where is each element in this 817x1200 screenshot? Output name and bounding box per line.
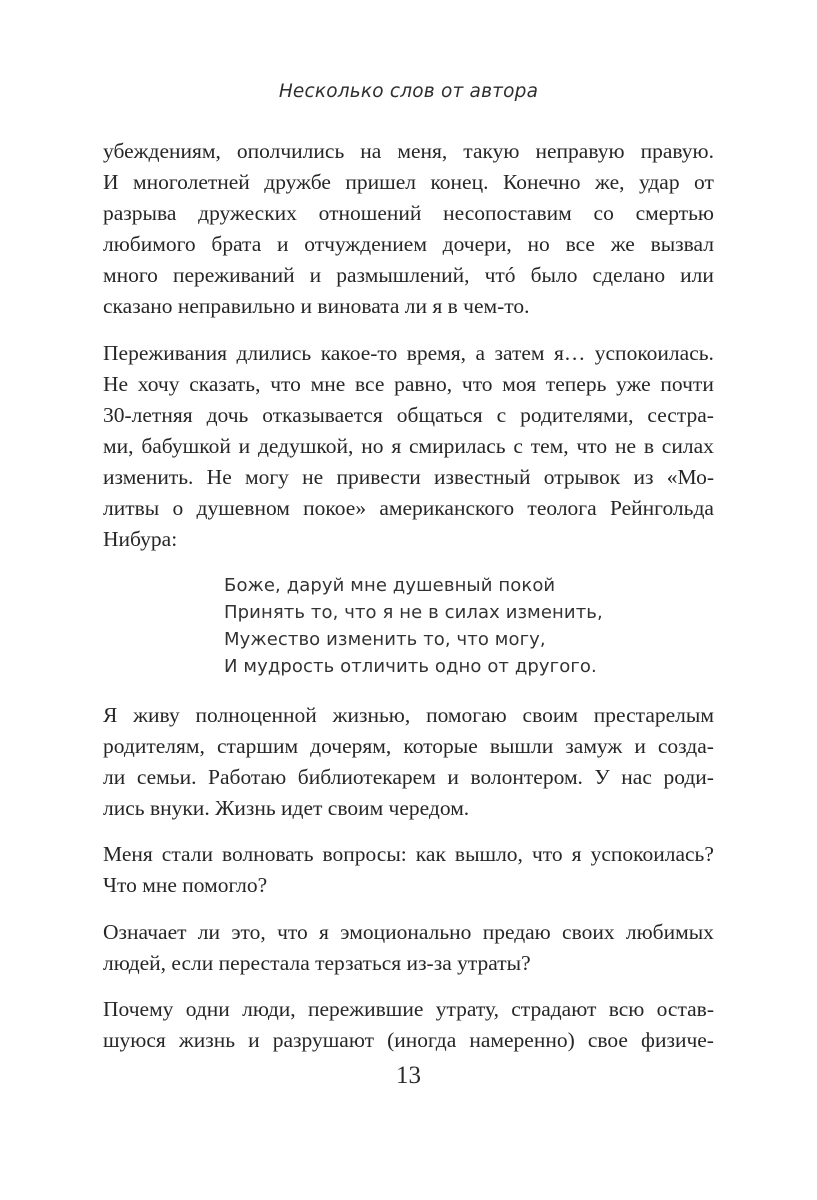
paragraph-grief-subsided	[103, 338, 714, 555]
quote-line: Мужество изменить то, что могу,	[224, 628, 546, 650]
text-line: Что мне помогло?	[103, 873, 268, 897]
running-head: Несколько слов от автора	[278, 81, 539, 102]
text-line: шуюся жизнь и разрушают (иногда намеренно) свое физиче-	[103, 1028, 714, 1052]
text-line: ми, бабушкой и дедушкой, но я смирилась с тем, что не в силах	[103, 433, 714, 458]
paragraph-why-some-people	[103, 994, 714, 1056]
quote-line: И мудрость отличить одно от другого.	[224, 655, 597, 677]
serenity-prayer-quote	[103, 572, 714, 680]
text-line: И многолетней дружбе пришел конец. Конечно же, удар от	[103, 170, 714, 194]
paragraph-continued-convictions	[103, 136, 714, 322]
text-line: изменить. Не могу не привести известный отрывок из «Мо-	[103, 464, 714, 489]
text-line: литвы о душевном покое» американского теолога Рейнгольда	[103, 495, 714, 520]
text-line: ли семьи. Работаю библиотекарем и волонтером. У нас роди-	[103, 764, 714, 789]
quote-line: Боже, даруй мне душевный покой	[224, 574, 556, 596]
text-line: Переживания длились какое-то время, а затем я… успокоилась.	[103, 340, 714, 365]
paragraph-emotional-betrayal	[103, 917, 714, 979]
text-line: 30-летняя дочь отказывается общаться с родителями, сестра-	[103, 402, 714, 427]
text-line: Нибура:	[103, 526, 178, 551]
text-line: Не хочу сказать, что мне все равно, что моя теперь уже почти	[103, 371, 714, 396]
paragraph-full-life	[103, 700, 714, 824]
paragraph-questions-arose	[103, 839, 714, 901]
text-line: родителям, старшим дочерям, которые вышли замуж и созда-	[103, 733, 714, 758]
text-line: лись внуки. Жизнь идет своим чередом.	[103, 795, 470, 820]
page-number: 13	[396, 1062, 421, 1089]
text-line: разрыва дружеских отношений несопоставим со смертью	[103, 201, 714, 225]
text-line: людей, если перестала терзаться из-за утраты?	[103, 950, 531, 975]
text-line: Я живу полноценной жизнью, помогаю своим престарелым	[103, 702, 714, 727]
text-column	[103, 136, 714, 1072]
quote-line: Принять то, что я не в силах изменить,	[224, 601, 603, 623]
text-line: убеждениям, ополчились на меня, такую неправую правую.	[103, 139, 714, 163]
text-line: любимого брата и отчуждением дочери, но все же вызвал	[103, 232, 714, 256]
text-line: много переживаний и размышлений, чтó было сделано или	[103, 263, 714, 287]
text-line: Меня стали волновать вопросы: как вышло, что я успокоилась?	[103, 842, 714, 866]
text-line: Означает ли это, что я эмоционально предаю своих любимых	[103, 919, 714, 944]
text-line: Почему одни люди, пережившие утрату, страдают всю остав-	[103, 997, 714, 1021]
text-line: сказано неправильно и виновата ли я в чем-то.	[103, 294, 530, 318]
